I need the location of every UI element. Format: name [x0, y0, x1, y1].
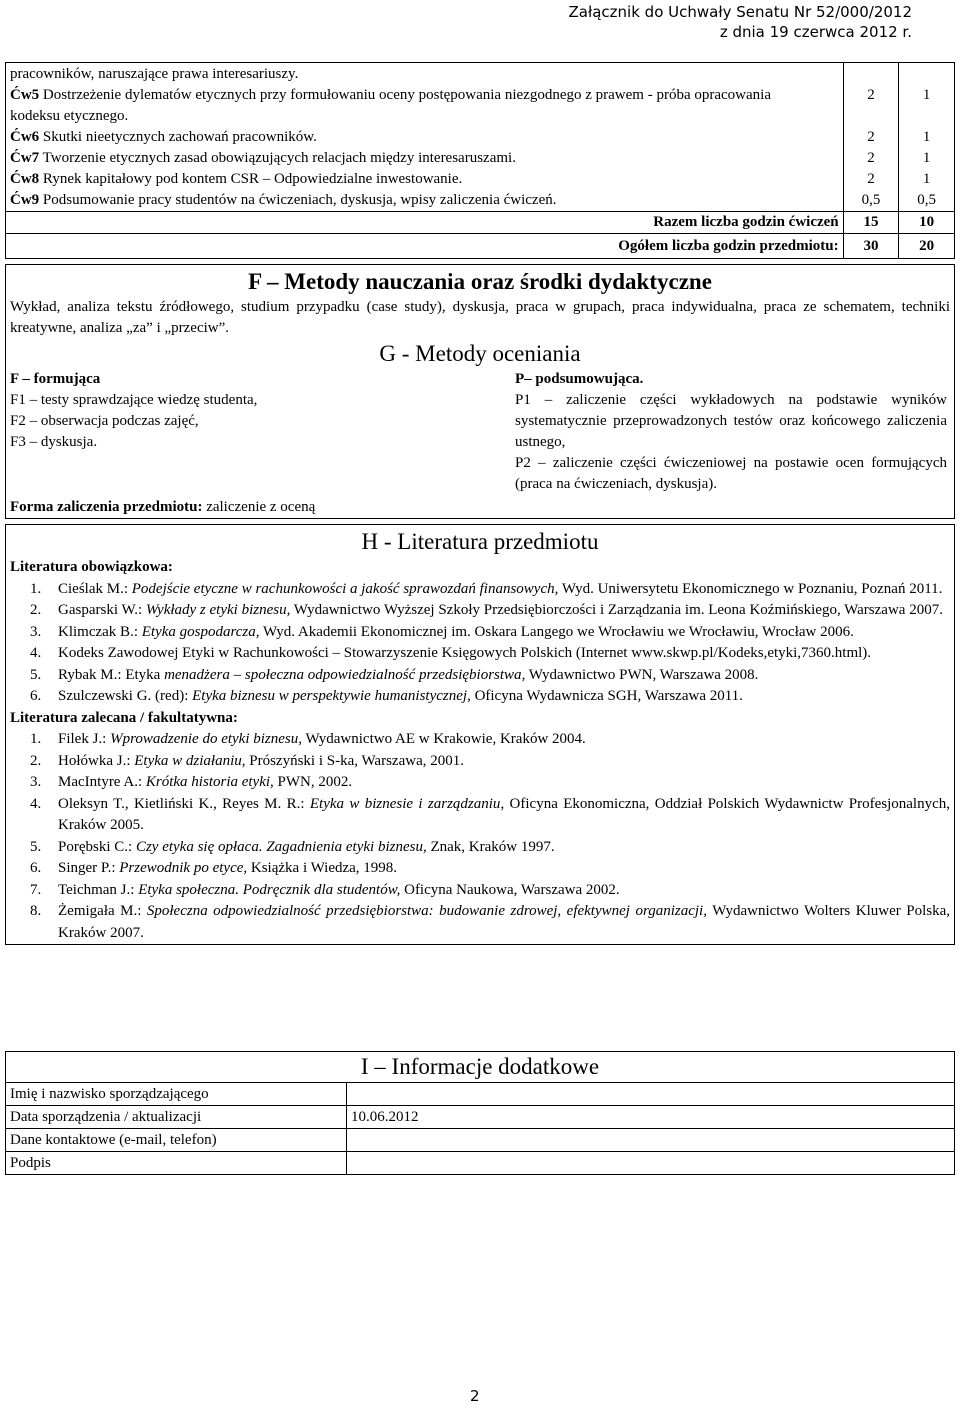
literature-text	[58, 622, 950, 644]
exercise-code: Ćw5	[10, 87, 40, 103]
header-line-2: z dnia 19 czerwca 2012 r.	[719, 23, 912, 41]
section-i-title: I – Informacje dodatkowe	[6, 1052, 955, 1083]
literature-text	[58, 837, 950, 859]
total-h2: 10	[899, 212, 955, 234]
info-label: Dane kontaktowe (e-mail, telefon)	[6, 1129, 347, 1152]
literature-title: Etyka w działaniu	[134, 752, 242, 769]
methods-table	[5, 264, 955, 519]
literature-publisher: Książka i Wiedza, 1998.	[247, 860, 398, 876]
formative-item: F3 – dyskusja.	[10, 434, 98, 450]
literature-item	[10, 751, 950, 773]
exercise-hours-2: 0,5	[917, 192, 937, 208]
literature-item	[10, 858, 950, 880]
summative-column	[515, 369, 947, 495]
literature-number: 2.	[30, 602, 42, 618]
info-row	[6, 1083, 955, 1106]
info-label: Podpis	[6, 1152, 347, 1175]
total-h1: 15	[843, 212, 899, 234]
literature-text	[58, 686, 950, 708]
exercise-code: Ćw8	[10, 171, 40, 187]
assessment-form	[10, 497, 950, 518]
optional-head: Literatura zalecana / fakultatywna:	[10, 709, 238, 726]
exercise-row	[10, 85, 810, 127]
exercise-text: Rynek kapitałowy pod kontem CSR – Odpowiedzialne inwestowanie.	[42, 171, 463, 187]
literature-publisher: , Wydawnictwo PWN, Warszawa 2008.	[521, 666, 759, 683]
literature-author: Klimczak B.:	[58, 623, 142, 640]
literature-title: Etyka w biznesie i zarządzaniu	[309, 795, 501, 812]
info-value[interactable]	[347, 1152, 955, 1175]
literature-item	[10, 880, 950, 902]
header-line-1: Załącznik do Uchwały Senatu Nr 52/000/2012	[568, 3, 912, 21]
literature-author: Kodeks Zawodowej Etyki w Rachunkowości – Stowarzyszenie Księgowych Polskich (Internet www.skwp.pl/Kodeks,etyki,7360.html).	[58, 645, 872, 661]
literature-title: Społeczna odpowiedzialność przedsiębiorstwa: budowanie zdrowej, efektywnej organizacji,	[146, 903, 707, 919]
literature-author: Filek J.:	[58, 731, 111, 747]
exercise-row	[10, 169, 839, 190]
literature-publisher: Wydawnictwo Wyższej Szkoły Przedsiębiorczości i Zarządzania im. Leona Koźmińskiego, Warszawa 2007.	[290, 602, 943, 618]
mandatory-list	[10, 579, 950, 708]
section-f-title: F – Metody nauczania oraz środki dydaktyczne	[248, 269, 712, 294]
optional-list	[10, 729, 950, 944]
literature-author: Rybak M.: Etyka	[58, 666, 165, 683]
exercise-hours-2: 1	[922, 129, 931, 145]
literature-author: Oleksyn T., Kietliński K., Reyes M. R.:	[58, 795, 310, 812]
literature-publisher: , Prószyński i S-ka, Warszawa, 2001.	[241, 752, 464, 769]
mandatory-head: Literatura obowiązkowa:	[10, 559, 173, 575]
exercise-cont-cell	[6, 63, 844, 212]
exercise-text: Podsumowanie pracy studentów na ćwiczeniach, dyskusja, wpisy zaliczenia ćwiczeń.	[42, 192, 557, 208]
exercise-hours-2: 1	[922, 150, 931, 166]
section-f-cell	[6, 265, 955, 519]
literature-number: 4.	[30, 645, 42, 661]
literature-number: 6.	[30, 688, 42, 704]
exercise-hours-2: 1	[922, 87, 931, 103]
literature-text	[58, 579, 950, 601]
literature-publisher: Znak, Kraków 1997.	[426, 838, 555, 855]
literature-title: Etyka gospodarcza,	[141, 623, 260, 640]
literature-publisher: , Oficyna Wydawnicza SGH, Warszawa 2011.	[467, 688, 743, 704]
literature-title: menadżera – społeczna odpowiedzialność przedsiębiorstwa	[164, 666, 522, 683]
exercise-text: Tworzenie etycznych zasad obowiązujących relacjach między interesaruszami.	[42, 150, 516, 166]
formative-column	[10, 369, 515, 495]
literature-number: 3.	[30, 774, 42, 790]
exercise-hours-1: 2	[867, 150, 875, 166]
info-label: Imię i nazwisko sporządzającego	[6, 1083, 347, 1106]
exercise-code: Ćw7	[10, 150, 40, 166]
literature-text	[58, 794, 950, 837]
literature-text	[58, 772, 950, 794]
exercise-hours-1: 0,5	[861, 192, 881, 208]
literature-text	[58, 665, 950, 687]
literature-author: Teichman J.:	[58, 881, 139, 898]
assessment-form-value: zaliczenie z oceną	[202, 499, 316, 515]
literature-publisher: , PWN, 2002.	[270, 774, 353, 790]
literature-author: Porębski C.:	[58, 838, 136, 855]
info-table	[5, 1051, 955, 1175]
literature-number: 8.	[30, 903, 42, 919]
summative-item: P2 – zaliczenie części ćwiczeniowej na postawie ocen formujących (praca na ćwiczeniach, dyskusja).	[515, 455, 947, 492]
page-number: 2	[470, 1387, 480, 1405]
section-f-text: Wykład, analiza tekstu źródłowego, studium przypadku (case study), dyskusja, praca w grupach, praca indywidualna, praca ze schematem, techniki kreatywne, analiza „za” i „przeciw”.	[10, 299, 950, 336]
literature-number: 5.	[30, 838, 42, 855]
literature-item	[10, 665, 950, 687]
info-value[interactable]	[347, 1083, 955, 1106]
literature-title: Przewodnik po etyce,	[119, 860, 248, 876]
literature-author: Szulczewski G. (red):	[58, 688, 193, 704]
literature-text	[58, 901, 950, 944]
info-row	[6, 1106, 955, 1129]
info-row	[6, 1129, 955, 1152]
literature-number: 1.	[30, 731, 42, 747]
exercise-hours-1: 2	[867, 129, 875, 145]
assessment-columns	[10, 369, 950, 495]
info-rows	[6, 1083, 955, 1175]
literature-text	[58, 751, 950, 773]
exercise-cont-text: pracowników, naruszające prawa interesariuszy.	[10, 66, 299, 82]
literature-item	[10, 643, 950, 665]
literature-author: Gasparski W.:	[58, 602, 146, 618]
exercise-text: Dostrzeżenie dylematów etycznych przy formułowaniu oceny postępowania niezgodnego z prawem - próba opracowania kodeksu etycznego.	[10, 87, 771, 124]
literature-author: MacIntyre A.:	[58, 774, 146, 790]
literature-text	[58, 643, 950, 665]
exercise-hours-2: 1	[922, 171, 931, 187]
literature-author: Żemigała M.:	[58, 903, 147, 919]
literature-table	[5, 524, 955, 945]
literature-number: 3.	[30, 623, 42, 640]
literature-title: Podejście etyczne w rachunkowości a jakość sprawozdań finansowych	[131, 580, 555, 597]
section-h-cell	[6, 525, 955, 945]
section-h-title: H - Literatura przedmiotu	[361, 529, 599, 554]
literature-item	[10, 600, 950, 622]
info-value[interactable]: 10.06.2012	[347, 1106, 955, 1129]
literature-title: Czy etyka się opłaca. Zagadnienia etyki biznesu,	[135, 838, 427, 855]
exercise-row	[10, 127, 839, 148]
literature-item	[10, 622, 950, 644]
exercises-table	[5, 62, 955, 259]
exercise-h2-col	[899, 63, 955, 212]
literature-number: 2.	[30, 752, 42, 769]
exercise-hours-1: 2	[867, 87, 875, 103]
literature-number: 4.	[30, 795, 42, 812]
literature-item	[10, 794, 950, 837]
literature-item	[10, 579, 950, 601]
literature-item	[10, 729, 950, 751]
literature-publisher: Oficyna Naukowa, Warszawa 2002.	[400, 881, 620, 898]
literature-number: 7.	[30, 881, 42, 898]
info-row	[6, 1152, 955, 1175]
literature-publisher: Wyd. Akademii Ekonomicznej im. Oskara Langego we Wrocławiu we Wrocławiu, Wrocław 2006.	[259, 623, 854, 640]
literature-title: Krótka historia etyki	[145, 774, 271, 790]
literature-item	[10, 837, 950, 859]
literature-text	[58, 858, 950, 880]
literature-author: Cieślak M.:	[58, 580, 132, 597]
summative-item: P1 – zaliczenie części wykładowych na podstawie wyników systematycznie przeprowadzonych testów oraz końcowego zaliczenia ustnego,	[515, 392, 947, 450]
literature-number: 6.	[30, 860, 42, 876]
literature-title: Wprowadzenie do etyki biznesu	[110, 731, 299, 747]
literature-publisher: , Oficyna Ekonomiczna, Oddział Polskich Wydawnictw Profesjonalnych, Kraków 2005.	[58, 795, 950, 833]
literature-number: 1.	[30, 580, 42, 597]
literature-author: Hołówka J.:	[58, 752, 135, 769]
exercise-code: Ćw6	[10, 129, 40, 145]
exercise-row	[10, 190, 839, 211]
exercise-hours-1: 2	[867, 171, 875, 187]
exercise-rows	[10, 85, 839, 211]
total-label: Razem liczba godzin ćwiczeń	[6, 212, 844, 234]
literature-author: Singer P.:	[58, 860, 120, 876]
literature-text	[58, 600, 950, 622]
exercise-text: Skutki nieetycznych zachowań pracowników.	[42, 129, 317, 145]
literature-publisher: , Wydawnictwo AE w Krakowie, Kraków 2004.	[298, 731, 586, 747]
literature-title: Etyka biznesu w perspektywie humanistycznej	[192, 688, 468, 704]
literature-item	[10, 772, 950, 794]
literature-publisher: , Wyd. Uniwersytetu Ekonomicznego w Poznaniu, Poznań 2011.	[554, 580, 943, 597]
grand-total-h2: 20	[899, 234, 955, 259]
assessment-form-label: Forma zaliczenia przedmiotu:	[10, 499, 203, 515]
literature-text	[58, 880, 950, 902]
literature-text	[58, 729, 950, 751]
literature-item	[10, 901, 950, 944]
exercise-code: Ćw9	[10, 192, 40, 208]
summative-head: P– podsumowująca.	[515, 371, 644, 387]
info-label: Data sporządzenia / aktualizacji	[6, 1106, 347, 1129]
literature-item	[10, 686, 950, 708]
literature-publisher: Wydawnictwo Wolters Kluwer Polska, Kraków 2007.	[58, 903, 950, 941]
formative-head: F – formująca	[10, 371, 101, 387]
section-g-title: G - Metody oceniania	[379, 341, 581, 366]
info-value[interactable]	[347, 1129, 955, 1152]
formative-item: F1 – testy sprawdzające wiedzę studenta,	[10, 392, 258, 408]
exercise-h1-col	[843, 63, 899, 212]
document-header	[569, 2, 913, 42]
literature-title: Wykłady z etyki biznesu,	[145, 602, 291, 618]
formative-item: F2 – obserwacja podczas zajęć,	[10, 413, 199, 429]
literature-title: Etyka społeczna. Podręcznik dla studentów,	[138, 881, 401, 898]
exercise-row	[10, 148, 839, 169]
grand-total-label: Ogółem liczba godzin przedmiotu:	[6, 234, 844, 259]
literature-number: 5.	[30, 666, 42, 683]
grand-total-h1: 30	[843, 234, 899, 259]
